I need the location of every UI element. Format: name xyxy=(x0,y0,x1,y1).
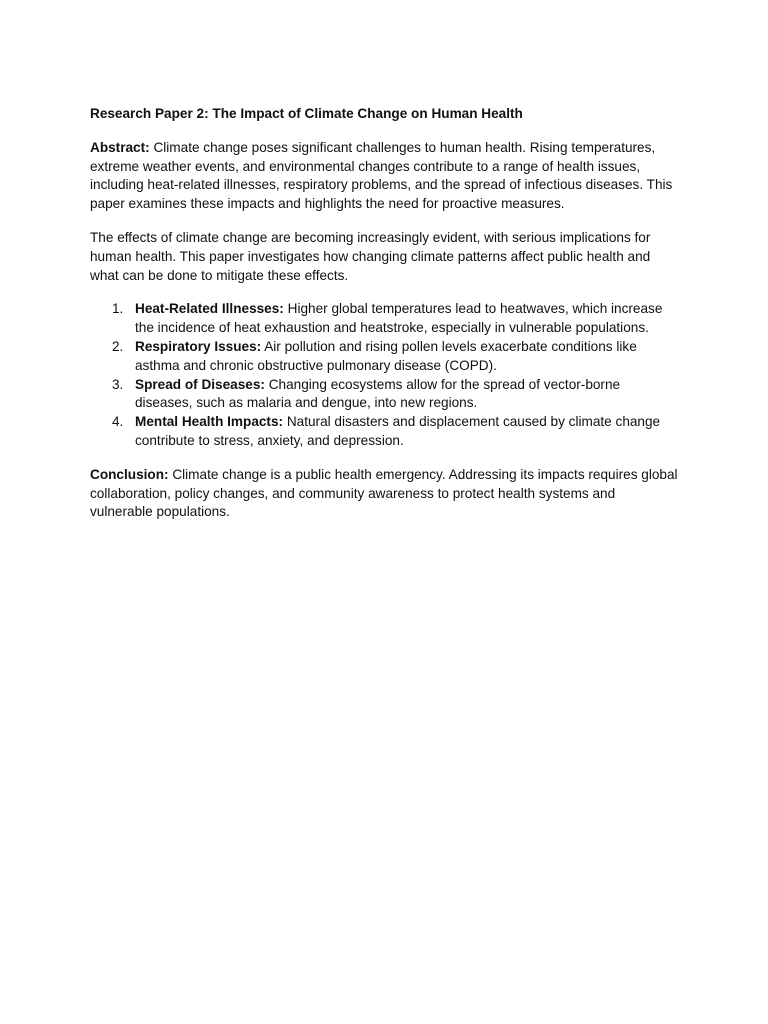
conclusion-text: Climate change is a public health emergency. Addressing its impacts requires global collaboration, policy changes, and community awareness to protect health systems and vulnerable populations. xyxy=(90,466,678,520)
list-item-label: Spread of Diseases: xyxy=(135,376,265,392)
list-item xyxy=(90,413,680,451)
abstract-paragraph xyxy=(90,139,680,214)
list-item xyxy=(90,376,680,414)
conclusion-paragraph xyxy=(90,466,680,522)
abstract-text: Climate change poses significant challenges to human health. Rising temperatures, extreme weather events, and environmental changes contribute to a range of health issues, including heat-related illnesses, respiratory problems, and the spread of infectious diseases. This paper examines these impacts and highlights the need for proactive measures. xyxy=(90,139,673,212)
list-item-number: 2. xyxy=(112,338,124,354)
list-item-number: 3. xyxy=(112,376,124,392)
list-item-number: 4. xyxy=(112,414,124,430)
list-item-text: Changing ecosystems allow for the spread of vector-borne diseases, such as malaria and dengue, into new regions. xyxy=(135,376,621,411)
impacts-list xyxy=(90,300,680,450)
list-item-label: Heat-Related Illnesses: xyxy=(135,301,284,317)
paper-title: Research Paper 2: The Impact of Climate Change on Human Health xyxy=(90,106,523,121)
document-page xyxy=(90,105,680,537)
list-item-text: Higher global temperatures lead to heatwaves, which increase the incidence of heat exhaustion and heatstroke, especially in vulnerable populations. xyxy=(135,301,663,336)
list-item xyxy=(90,300,680,338)
list-item-label: Mental Health Impacts: xyxy=(135,414,284,430)
intro-paragraph: The effects of climate change are becoming increasingly evident, with serious implications for human health. This paper investigates how changing climate patterns affect public health and what can be done to mitigate these effects. xyxy=(90,229,651,283)
conclusion-label: Conclusion: xyxy=(90,466,169,482)
list-item-number: 1. xyxy=(112,301,124,317)
list-item-label: Respiratory Issues: xyxy=(135,338,262,354)
list-item-text: Air pollution and rising pollen levels exacerbate conditions like asthma and chronic obstructive pulmonary disease (COPD). xyxy=(135,338,637,373)
list-item-text: Natural disasters and displacement caused by climate change contribute to stress, anxiety, and depression. xyxy=(135,414,661,448)
abstract-label: Abstract: xyxy=(90,139,150,155)
list-item xyxy=(90,338,680,376)
